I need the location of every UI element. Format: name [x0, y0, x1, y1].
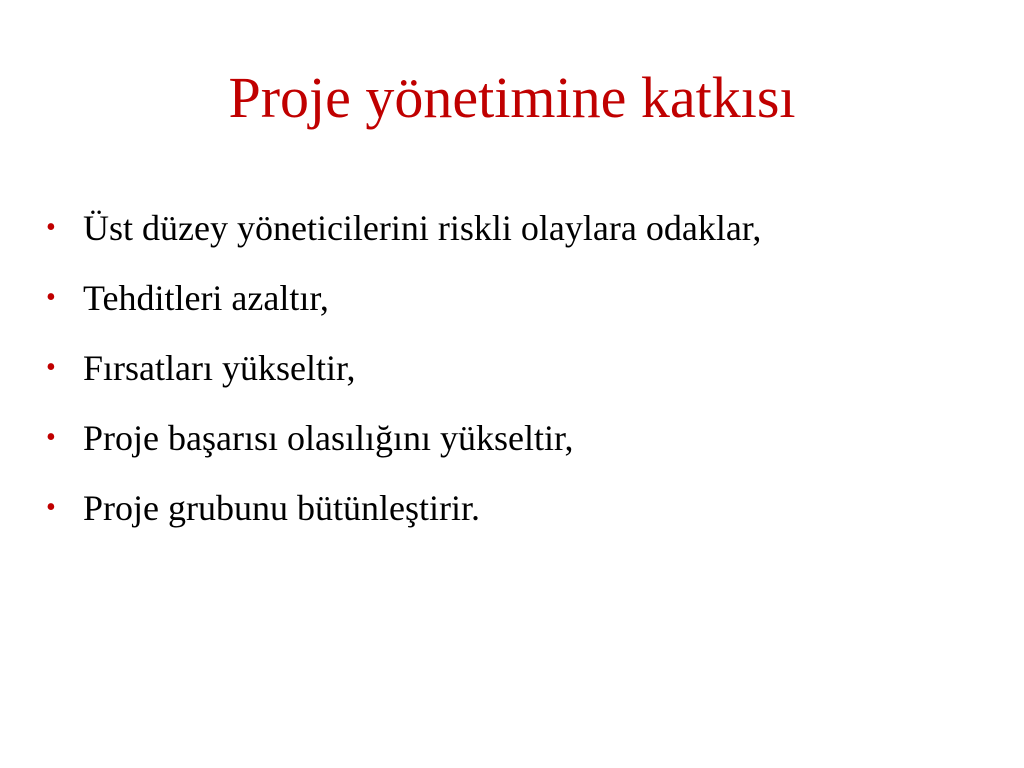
list-item [40, 410, 990, 480]
list-item [40, 340, 990, 410]
list-item [40, 200, 990, 270]
bullet-text: Tehditleri azaltır, [83, 278, 329, 318]
bullet-dot-icon: • [46, 282, 56, 313]
list-item [40, 270, 990, 340]
bullet-text: Üst düzey yöneticilerini riskli olaylara odaklar, [83, 208, 762, 248]
bullet-text: Fırsatları yükseltir, [83, 348, 356, 388]
bullet-dot-icon: • [46, 212, 56, 243]
slide-title: Proje yönetimine katkısı [228, 65, 796, 130]
bullet-dot-icon: • [46, 422, 56, 453]
bullet-text: Proje grubunu bütünleştirir. [83, 488, 480, 528]
bullet-dot-icon: • [46, 352, 56, 383]
bullet-dot-icon: • [46, 492, 56, 523]
bullet-list [40, 200, 990, 550]
list-item [40, 480, 990, 550]
bullet-text: Proje başarısı olasılığını yükseltir, [83, 418, 574, 458]
